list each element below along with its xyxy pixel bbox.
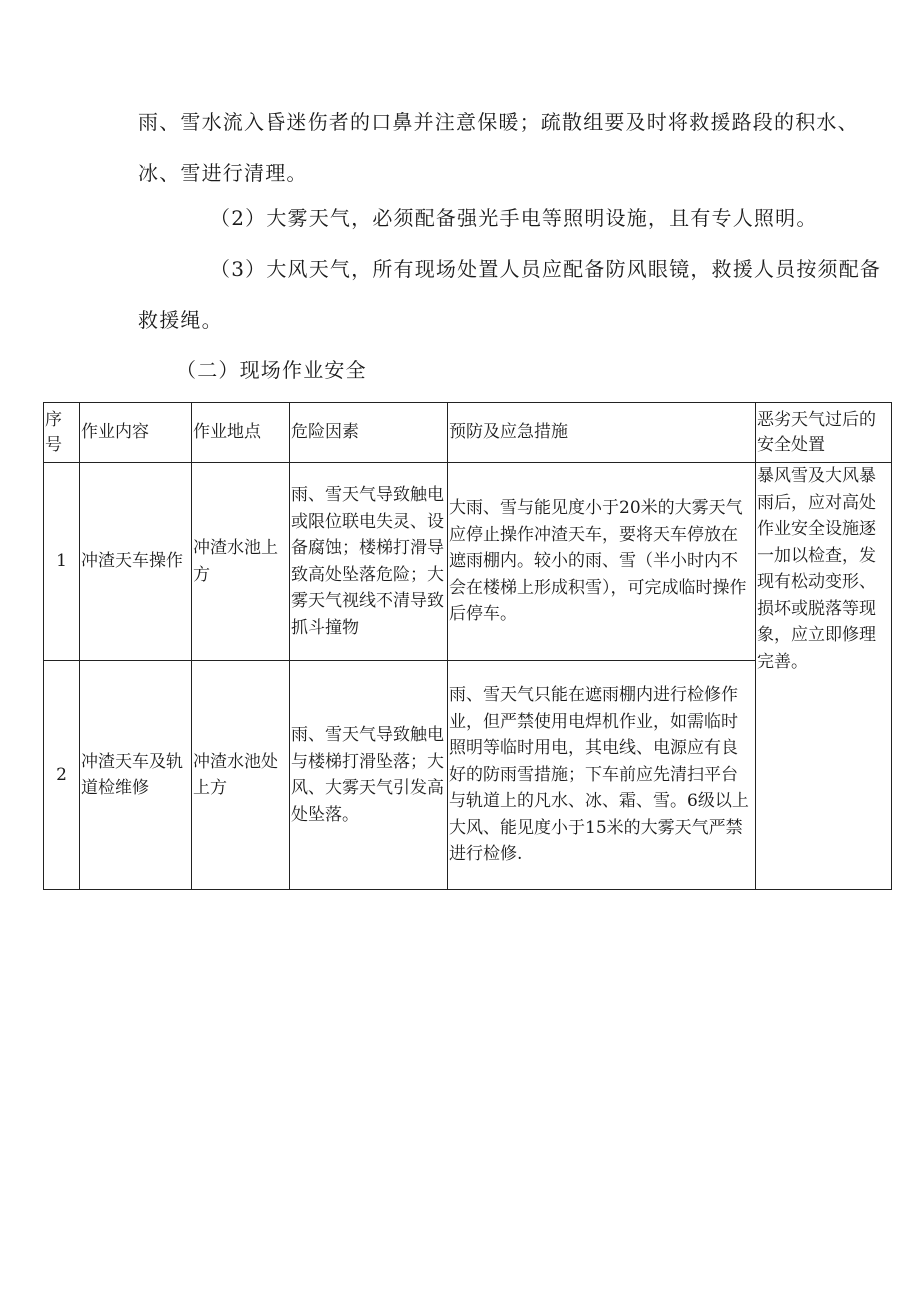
header-no: 序号 [44, 403, 80, 463]
row-location: 冲渣水池上方 [192, 463, 290, 661]
header-after-weather: 恶劣天气过后的安全处置 [756, 403, 892, 463]
row-content: 冲渣天车及轨道检维修 [80, 661, 192, 890]
row-content: 冲渣天车操作 [80, 463, 192, 661]
header-location: 作业地点 [192, 403, 290, 463]
paragraph-wind: （3）大风天气，所有现场处置人员应配备防风眼镜，救援人员按须配备救援绳。 [138, 257, 882, 332]
paragraph-fog: （2）大雾天气，必须配备强光手电等照明设施，且有专人照明。 [210, 206, 818, 230]
operations-safety-table [43, 402, 892, 890]
paragraph-rescue-cleanup: 雨、雪水流入昏迷伤者的口鼻并注意保暖；疏散组要及时将救援路段的积水、冰、雪进行清理。 [138, 110, 859, 185]
section-heading: （二）现场作业安全 [176, 358, 367, 382]
row-no: 2 [44, 661, 80, 890]
row-hazard: 雨、雪天气导致触电与楼梯打滑坠落；大风、大雾天气引发高处坠落。 [290, 661, 448, 890]
table-header-row [44, 403, 892, 463]
row-hazard: 雨、雪天气导致触电或限位联电失灵、设备腐蚀；楼梯打滑导致高处坠落危险；大雾天气视线不清导致抓斗撞物 [290, 463, 448, 661]
row-location: 冲渣水池处上方 [192, 661, 290, 890]
row-measures: 雨、雪天气只能在遮雨棚内进行检修作业，但严禁使用电焊机作业，如需临时照明等临时用电，其电线、电源应有良好的防雨雪措施；下车前应先清扫平台与轨道上的凡水、冰、霜、雪。6级以上大风、能见度小于15米的大雾天气严禁进行检修. [448, 661, 756, 890]
row-no: 1 [44, 463, 80, 661]
row-measures: 大雨、雪与能见度小于20米的大雾天气应停止操作冲渣天车，要将天车停放在遮雨棚内。较小的雨、雪（半小时内不会在楼梯上形成积雪），可完成临时操作后停车。 [448, 463, 756, 661]
header-measures: 预防及应急措施 [448, 403, 756, 463]
table-row [44, 463, 892, 661]
header-hazard: 危险因素 [290, 403, 448, 463]
after-weather-cell: 暴风雪及大风暴雨后，应对高处作业安全设施逐一加以检查，发现有松动变形、损坏或脱落等现象，应立即修理完善。 [756, 463, 892, 890]
header-content: 作业内容 [80, 403, 192, 463]
